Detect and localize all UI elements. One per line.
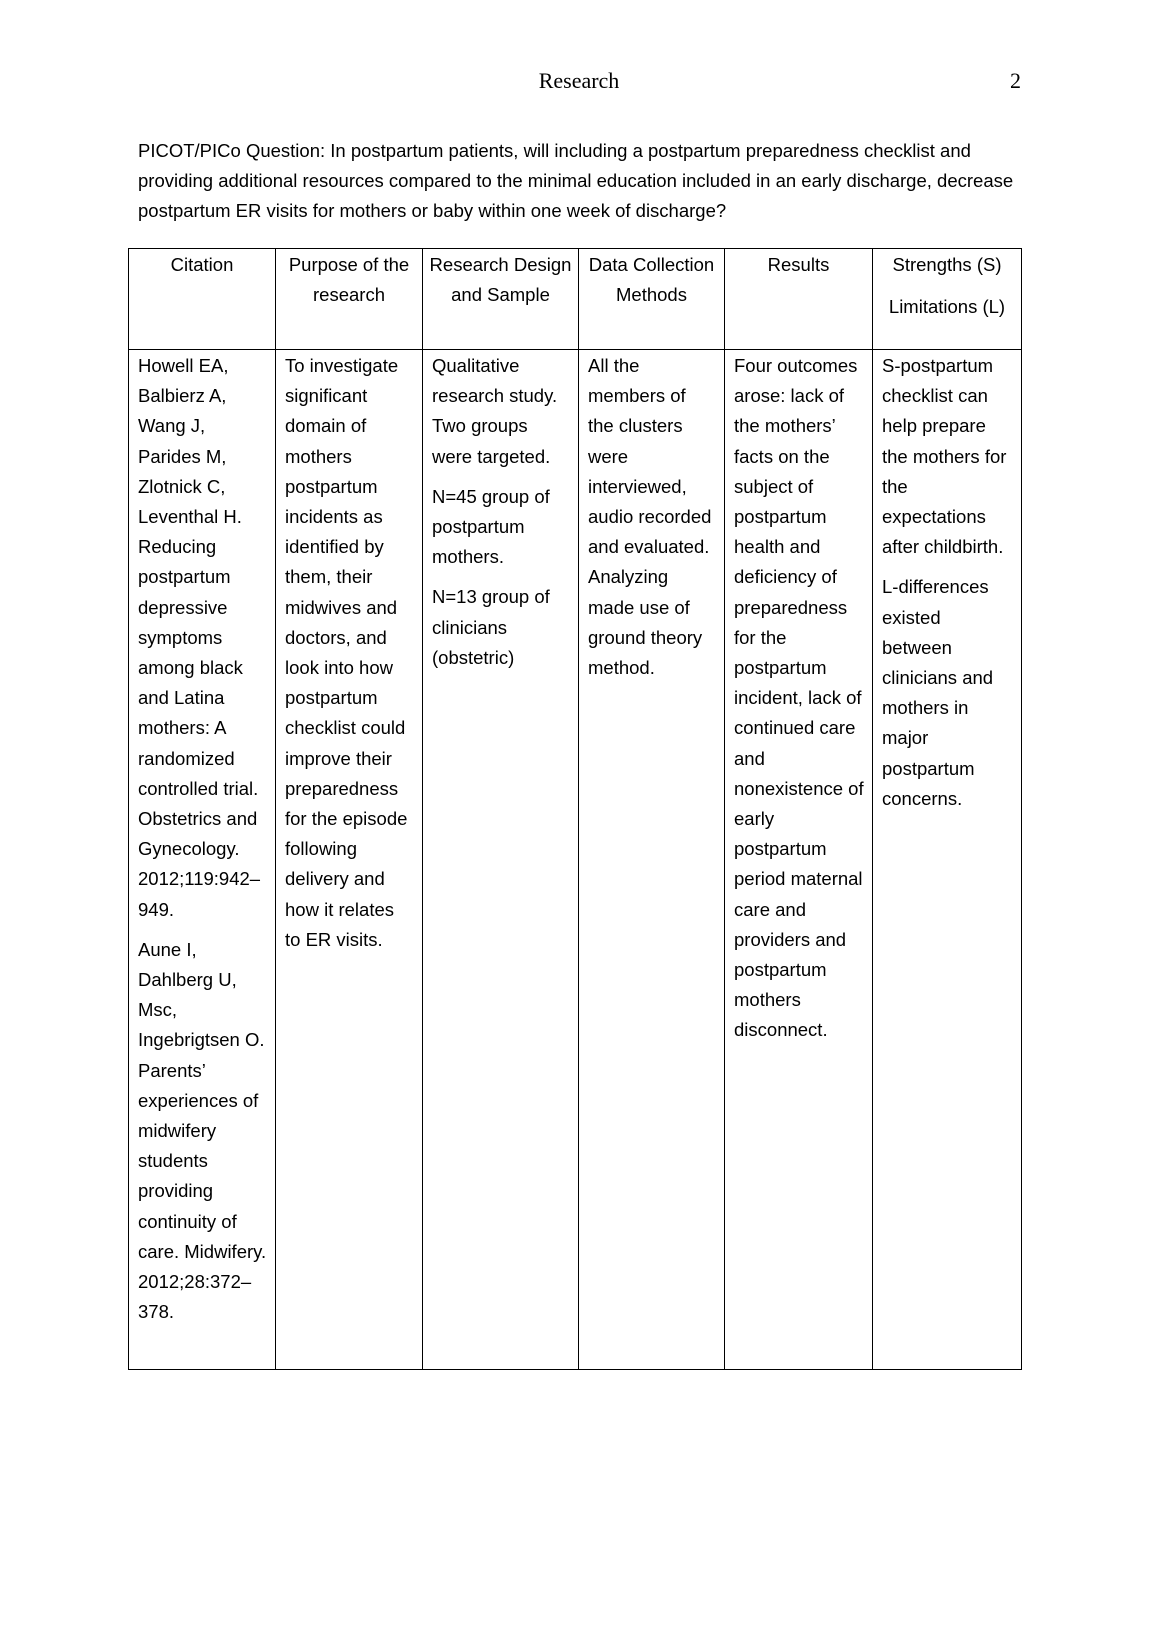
citation-aune: Aune I, Dahlberg U, Msc, Ingebrigtsen O. Parents’ experiences of midwifery students providing continuity of care. Midwifery. 2012;28:372–378.: [138, 938, 267, 1323]
purpose-text: To investigate significant domain of mothers postpartum incidents as identified by them, their midwives and doctors, and look into how postpartum checklist could improve their preparedness for the episode following delivery and how it relates to ER visits.: [285, 355, 408, 950]
page-number: 2: [1010, 68, 1021, 93]
cell-strengths-limitations: [873, 350, 1022, 1370]
header-limitations-label: Limitations (L): [888, 296, 1006, 318]
header-purpose-label: Purpose of the research: [288, 254, 410, 306]
header-results-label: Results: [767, 254, 830, 275]
cell-results: [725, 350, 873, 1370]
header-purpose: [276, 249, 423, 350]
header-citation: [129, 249, 276, 350]
design-text-mothers: N=45 group of postpartum mothers.: [432, 485, 550, 568]
running-head: Research: [538, 68, 620, 93]
header-strengths-label: Strengths (S): [892, 254, 1002, 275]
header-citation-label: Citation: [170, 254, 234, 275]
cell-data-collection: [579, 350, 725, 1370]
header-design: [423, 249, 579, 350]
table-header-row: [129, 249, 1022, 350]
header-design-label: Research Design and Sample: [429, 254, 572, 306]
design-text-study: Qualitative research study. Two groups were targeted.: [432, 355, 558, 467]
cell-design: [423, 350, 579, 1370]
picot-question: PICOT/PICo Question: In postpartum patients, will including a postpartum preparedness checklist and providing additional resources compared to the minimal education included in an early discharge, decrease postpartum ER visits for mothers or baby within one week of discharge?: [138, 140, 1019, 221]
design-text-clinicians: N=13 group of clinicians (obstetric): [432, 586, 550, 668]
strengths-text: S-postpartum checklist can help prepare the mothers for the expectations after childbirth.: [882, 355, 1007, 558]
limitations-text: L-differences existed between clinicians and mothers in major postpartum concerns.: [882, 576, 994, 809]
header-data-collection: [579, 249, 725, 350]
cell-citation: [129, 350, 276, 1370]
citation-howell: Howell EA, Balbierz A, Wang J, Parides M, Zlotnick C, Leventhal H. Reducing postpartum depressive symptoms among black and Latina mothers: A randomized controlled trial. Obstetrics and Gynecology. 2012;119:942–949.: [138, 355, 261, 920]
data-collection-text: All the members of the clusters were interviewed, audio recorded and evaluated. Analyzing made use of ground theory method.: [588, 355, 712, 679]
research-table: [128, 248, 1022, 1370]
header-results: [725, 249, 873, 350]
header-data-collection-label: Data Collection Methods: [588, 254, 715, 306]
results-text: Four outcomes arose: lack of the mothers’ facts on the subject of postpartum health and deficiency of preparedness for the postpartum incident, lack of continued care and nonexistence of early postpartum period maternal care and providers and postpartum mothers disconnect.: [734, 355, 864, 1041]
table-row: [129, 350, 1022, 1370]
cell-purpose: [276, 350, 423, 1370]
header-strengths-limitations: [873, 249, 1022, 350]
